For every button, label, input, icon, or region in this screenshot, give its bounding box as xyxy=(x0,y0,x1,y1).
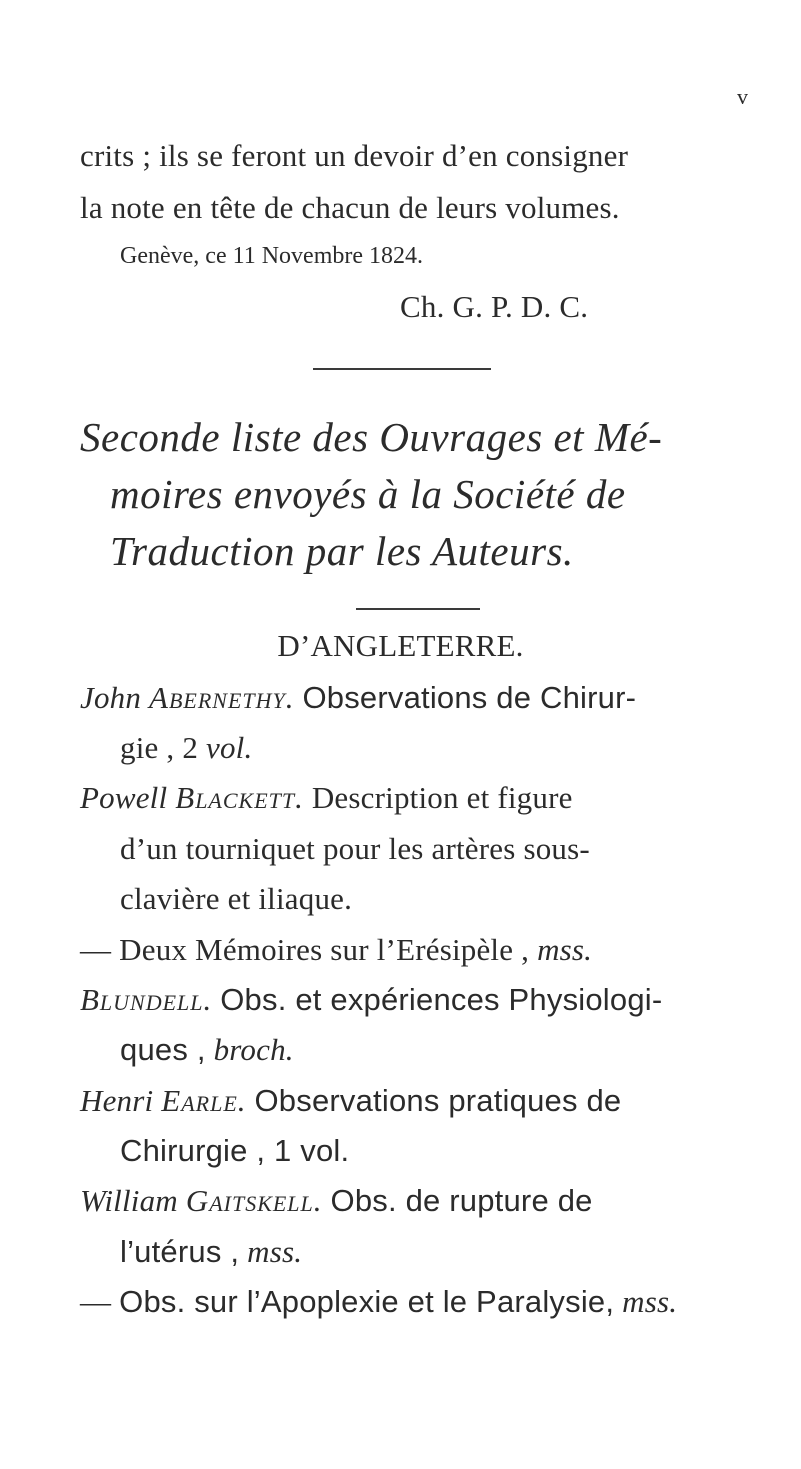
title-line-3: Traduction par les Auteurs. xyxy=(110,528,574,574)
entry-earle-line-1 xyxy=(80,1083,621,1119)
initials: Ch. G. P. D. C. xyxy=(400,289,589,324)
entry-gaitskell-line-2 xyxy=(120,1234,302,1270)
entry-note: mss. xyxy=(537,932,593,967)
date-line: Genève, ce 11 Novembre 1824. xyxy=(120,243,423,269)
intro-line-2: la note en tête de chacun de leurs volumes. xyxy=(80,190,620,225)
entry-gaitskell-line-1 xyxy=(80,1183,593,1219)
entry-note: mss. xyxy=(247,1234,303,1269)
entry-note: broch. xyxy=(213,1032,294,1067)
entry-text: gie , 2 xyxy=(120,730,199,765)
divider-rule-bottom xyxy=(356,608,480,610)
entry-text: Observations pratiques de xyxy=(254,1083,622,1118)
title-line-2: moires envoyés à la Société de xyxy=(110,471,626,517)
title-line-1: Seconde liste des Ouvrages et Mé- xyxy=(80,414,663,460)
author-given-name: Powell xyxy=(80,780,168,815)
entry-blundell-line-2 xyxy=(120,1032,294,1068)
entry-note: vol. xyxy=(205,730,253,765)
author-given-name: Henri xyxy=(80,1083,154,1118)
entry-text: Description et figure xyxy=(311,780,573,815)
entry-text: ques , xyxy=(120,1032,206,1067)
entry-abernethy-line-2 xyxy=(120,730,252,766)
page-signature-mark: v xyxy=(737,84,749,109)
entry-erysipele xyxy=(80,932,592,968)
entry-blackett-line-1 xyxy=(80,780,573,816)
entry-abernethy-line-1 xyxy=(80,680,636,716)
entry-text: Observations de Chirur- xyxy=(302,680,637,715)
author-surname: Blundell. xyxy=(80,982,213,1017)
entry-text: Deux Mémoires sur l’Erésipèle , xyxy=(119,932,530,967)
author-given-name: William xyxy=(80,1183,178,1218)
author-surname: Earle. xyxy=(161,1083,247,1118)
author-surname: Gaitskell. xyxy=(185,1183,323,1218)
entry-text: Obs. et expériences Physiologi- xyxy=(220,982,663,1017)
entry-apoplexie xyxy=(80,1284,677,1320)
ditto-dash: — xyxy=(80,1284,112,1319)
entry-text: Obs. de rupture de xyxy=(330,1183,593,1218)
ditto-dash: — xyxy=(80,932,112,967)
entry-text: l’utérus , xyxy=(120,1234,240,1269)
divider-rule-top xyxy=(313,368,491,370)
entry-blackett-line-3: clavière et iliaque. xyxy=(120,881,353,916)
author-surname: Abernethy. xyxy=(149,680,295,715)
author-surname: Blackett. xyxy=(175,780,304,815)
entry-earle-line-2: Chirurgie , 1 vol. xyxy=(120,1133,350,1168)
entry-note: mss. xyxy=(622,1284,678,1319)
entry-blundell-line-1 xyxy=(80,982,662,1018)
entry-text: Obs. sur l’Apoplexie et le Paralysie, xyxy=(119,1284,615,1319)
intro-line-1: crits ; ils se feront un devoir d’en consigner xyxy=(80,138,629,173)
section-heading: D’ANGLETERRE. xyxy=(277,628,524,663)
entry-blackett-line-2: d’un tourniquet pour les artères sous- xyxy=(120,831,590,866)
author-given-name: John xyxy=(80,680,142,715)
